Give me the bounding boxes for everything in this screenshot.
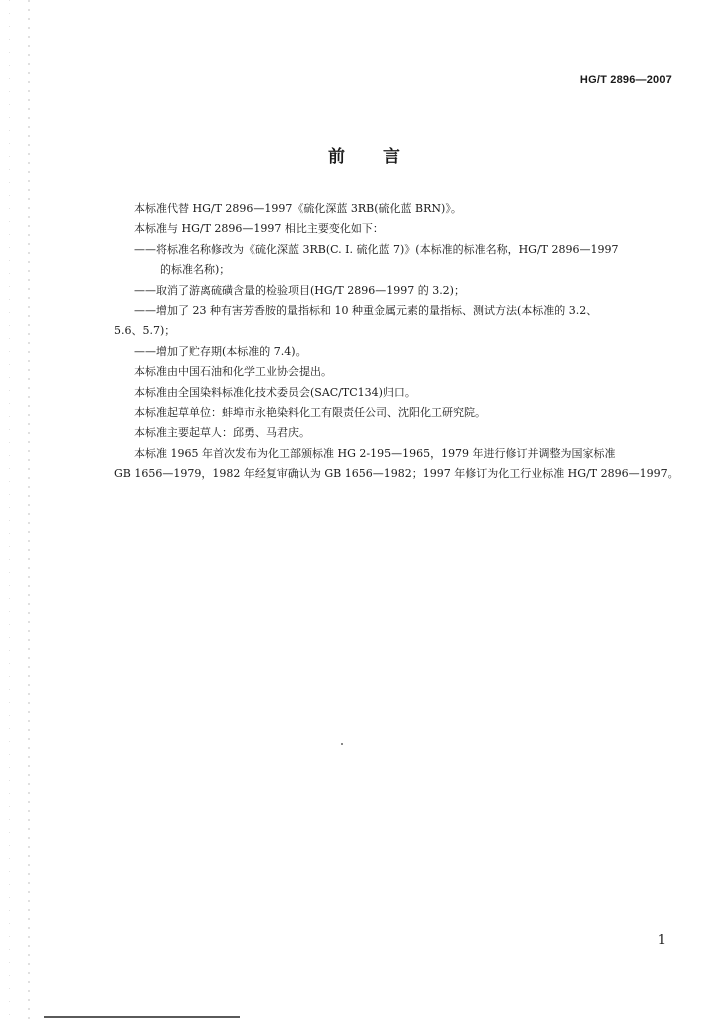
list-item-add-amines: ——增加了 23 种有害芳香胺的量指标和 10 种重金属元素的量指标、测试方法(本标准的 3.2、 xyxy=(134,304,598,317)
standard-code-header: HG/T 2896—2007 xyxy=(579,74,672,86)
bottom-rule xyxy=(44,1016,240,1018)
list-item-rename: ——将标准名称修改为《硫化深蓝 3RB(C. I. 硫化蓝 7)》(本标准的标准名称，HG/T 2896—1997 xyxy=(134,242,619,256)
scan-speck xyxy=(341,743,343,745)
paragraph-history: 本标准 1965 年首次发布为化工部颁标准 HG 2-195—1965，1979 年进行修订并调整为国家标准 xyxy=(134,446,616,460)
page-title: 前言 xyxy=(328,147,438,167)
paragraph-drafting-units: 本标准起草单位：蚌埠市永艳染料化工有限责任公司、沈阳化工研究院。 xyxy=(134,406,486,419)
paragraph-proposed-by: 本标准由中国石油和化学工业协会提出。 xyxy=(134,365,332,379)
list-item-add-amines-cont: 5.6、5.7)； xyxy=(114,324,176,338)
list-item-remove-sulfur: ——取消了游离硫磺含量的检验项目(HG/T 2896—1997 的 3.2)； xyxy=(134,283,465,297)
paragraph-changes-intro: 本标准与 HG/T 2896—1997 相比主要变化如下： xyxy=(134,222,384,236)
paragraph-drafters: 本标准主要起草人：邱勇、马君庆。 xyxy=(134,426,310,440)
paragraph-managed-by: 本标准由全国染料标准化技术委员会(SAC/TC134)归口。 xyxy=(134,385,416,399)
paragraph-history-cont: GB 1656—1979，1982 年经复审确认为 GB 1656—1982；1997 年修订为化工行业标准 HG/T 2896—1997。 xyxy=(114,467,679,481)
paragraph-replaces: 本标准代替 HG/T 2896—1997《硫化深蓝 3RB(硫化蓝 BRN)》。 xyxy=(134,202,462,215)
list-item-add-storage: ——增加了贮存期(本标准的 7.4)。 xyxy=(134,344,307,358)
page-number: 1 xyxy=(657,933,666,948)
list-item-rename-cont: 的标准名称)； xyxy=(160,263,231,277)
